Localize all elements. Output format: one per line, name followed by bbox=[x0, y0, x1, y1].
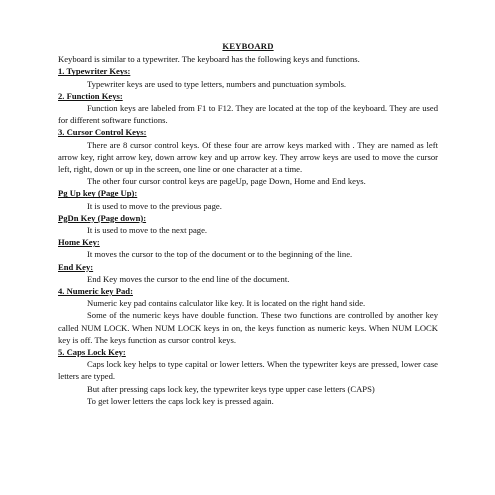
heading-home-key: Home Key: bbox=[58, 237, 100, 248]
caps-lock-paragraph-2: But after pressing caps lock key, the typewriter keys type upper case letters (CAPS) bbox=[87, 383, 375, 394]
function-keys-paragraph: Function keys are labeled from F1 to F12. They are located at the top of the keyboard. They are used for different software functions. bbox=[58, 103, 438, 126]
page-up-paragraph: It is used to move to the previous page. bbox=[87, 200, 222, 211]
numeric-key-pad-paragraph-2: Some of the numeric keys have double function. These two functions are controlled by another key called NUM LOCK. When NUM LOCK keys in on, the keys function as numeric keys. When NUM LOCK key is off. The keys function as cursor control keys. bbox=[58, 310, 438, 345]
heading-end-key: End Key: bbox=[58, 261, 94, 272]
heading-page-down-key: PgDn Key (Page down): bbox=[58, 212, 147, 223]
numeric-key-pad-paragraph-1: Numeric key pad contains calculator like key. It is located on the right hand side. bbox=[87, 298, 366, 309]
heading-page-up-key: Pg Up key (Page Up): bbox=[58, 188, 138, 199]
caps-lock-paragraph-1: Caps lock key helps to type capital or lower letters. When the typewriter keys are pressed, lower case letters are typed. bbox=[58, 359, 438, 382]
document-title: KEYBOARD bbox=[222, 41, 274, 51]
document-page bbox=[58, 40, 438, 407]
home-key-paragraph: It moves the cursor to the top of the document or to the beginning of the line. bbox=[87, 249, 353, 260]
cursor-control-paragraph-1: There are 8 cursor control keys. Of these four are arrow keys marked with . They are named as left arrow key, right arrow key, down arrow key and up arrow key. They arrow keys are used to move the cursor left, right, down or up in the screen, one line or one character at a time. bbox=[58, 139, 438, 175]
heading-function-keys: 2. Function Keys: bbox=[58, 90, 123, 101]
page-down-paragraph: It is used to move to the next page. bbox=[87, 225, 208, 236]
typewriter-keys-paragraph: Typewriter keys are used to type letters, numbers and punctuation symbols. bbox=[87, 78, 347, 89]
heading-typewriter-keys: 1. Typewriter Keys: bbox=[58, 66, 131, 77]
caps-lock-paragraph-3: To get lower letters the caps lock key is pressed again. bbox=[87, 395, 274, 406]
heading-caps-lock-key: 5. Caps Lock Key: bbox=[58, 347, 126, 358]
end-key-paragraph: End Key moves the cursor to the end line of the document. bbox=[87, 273, 290, 284]
intro-paragraph: Keyboard is similar to a typewriter. The keyboard has the following keys and functions. bbox=[58, 54, 360, 65]
cursor-control-paragraph-2: The other four cursor control keys are pageUp, page Down, Home and End keys. bbox=[87, 176, 366, 187]
heading-numeric-key-pad: 4. Numeric key Pad: bbox=[58, 286, 133, 297]
heading-cursor-control-keys: 3. Cursor Control Keys: bbox=[58, 127, 147, 138]
